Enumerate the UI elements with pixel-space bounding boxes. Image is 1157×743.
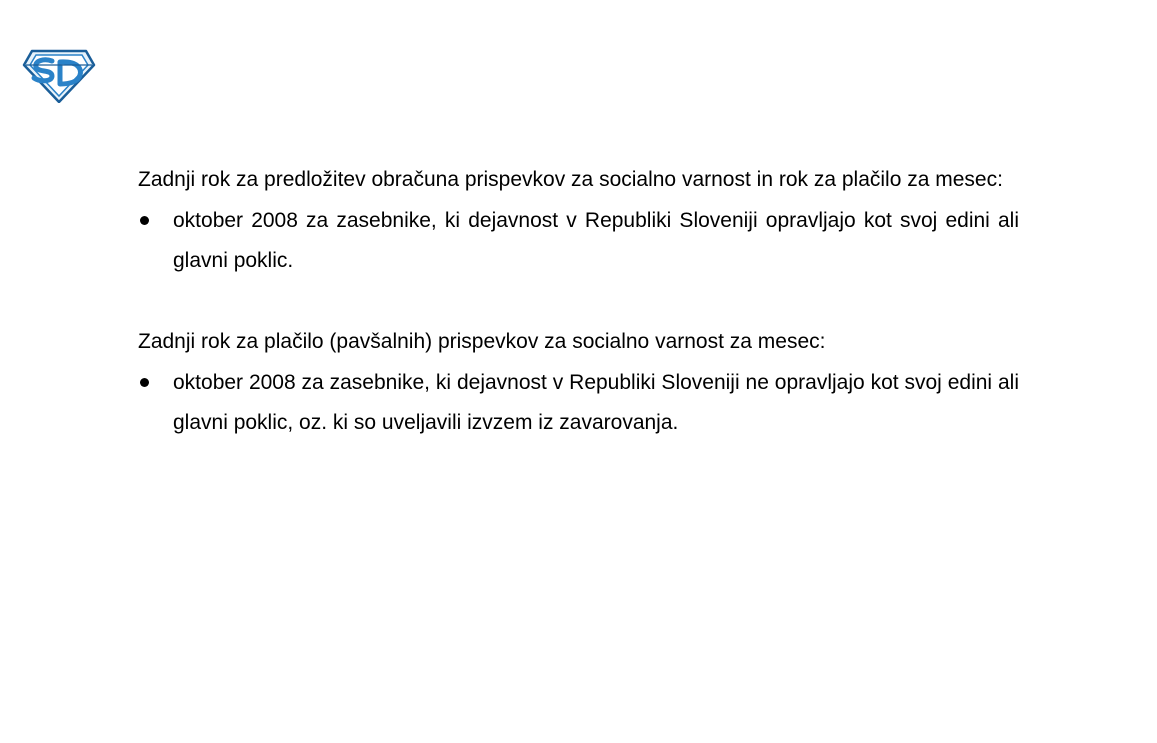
section-2-heading: Zadnji rok za plačilo (pavšalnih) prispevkov za socialno varnost za mesec: <box>138 330 826 353</box>
document-body <box>138 160 1019 444</box>
list-item <box>138 363 1019 444</box>
list-item-text: oktober 2008 za zasebnike, ki dejavnost v Republiki Sloveniji opravljajo kot svoj edini ali glavni poklic. <box>173 208 1019 272</box>
bullet-icon <box>140 216 149 225</box>
list-item-text: oktober 2008 za zasebnike, ki dejavnost v Republiki Sloveniji ne opravljajo kot svoj edini ali glavni poklic, oz. ki so uveljavili izvzem iz zavarovanja. <box>173 370 1019 434</box>
list-item <box>138 201 1019 282</box>
bullet-icon <box>140 378 149 387</box>
section-2-list <box>138 363 1019 444</box>
paragraph-spacer <box>138 282 1019 323</box>
section-1-list <box>138 201 1019 282</box>
section-1-heading: Zadnji rok za predložitev obračuna prispevkov za socialno varnost in rok za plačilo za mesec: <box>138 168 1003 191</box>
sd-logo <box>22 49 96 103</box>
